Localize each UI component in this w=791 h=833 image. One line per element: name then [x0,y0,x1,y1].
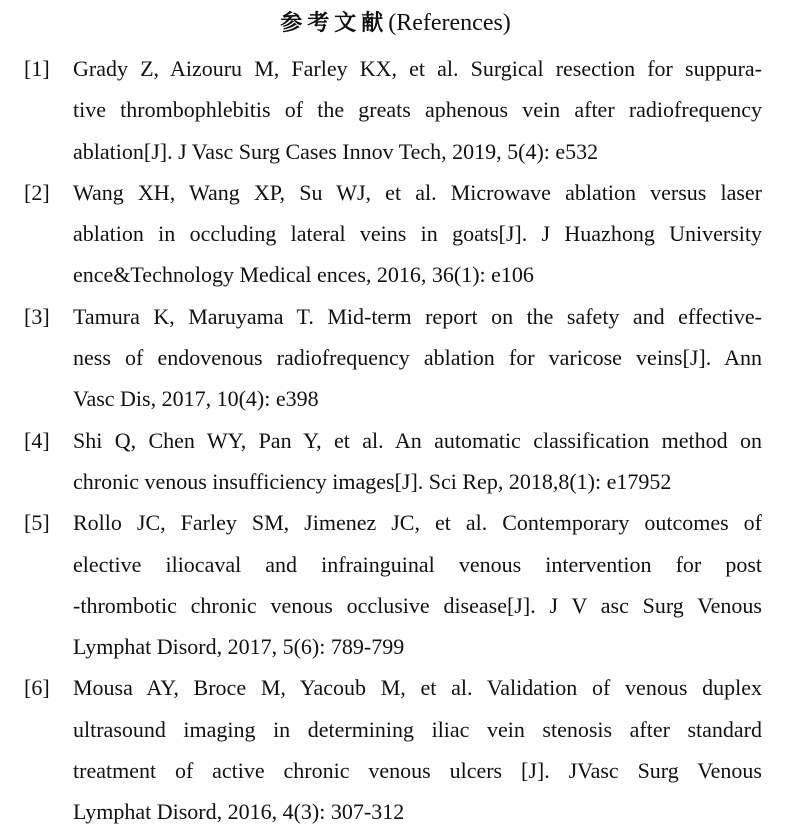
reference-number: [3] [24,303,50,329]
reference-line: Mousa AY, Broce M, Yacoub M, et al. Validation of venous duplex [73,675,762,701]
reference-item [24,502,762,667]
reference-line: elective iliocaval and infrainguinal venous intervention for post [73,551,762,577]
reference-line: ablation[J]. J Vasc Surg Cases Innov Tech, 2019, 5(4): e532 [73,138,599,164]
reference-number: [5] [24,510,50,536]
reference-line: Grady Z, Aizouru M, Farley KX, et al. Surgical resection for suppura- [73,56,762,81]
reference-item [24,667,762,832]
reference-line: -thrombotic chronic venous occlusive disease[J]. J V asc Surg Venous [73,592,762,618]
reference-line: ablation in occluding lateral veins in goats[J]. J Huazhong University [73,221,762,247]
reference-line: ence&Technology Medical ences, 2016, 36(1): e106 [73,262,534,288]
reference-item [24,296,762,420]
heading-english: (References) [388,10,511,36]
reference-line: Lymphat Disord, 2016, 4(3): 307-312 [73,799,405,825]
heading-chinese: 参考文献 [280,11,389,36]
reference-line: Wang XH, Wang XP, Su WJ, et al. Microwave ablation versus laser [73,179,762,205]
reference-list [24,48,762,833]
reference-item [24,420,762,503]
reference-line: Lymphat Disord, 2017, 5(6): 789-799 [73,634,405,660]
reference-line: Tamura K, Maruyama T. Mid-term report on the safety and effective- [73,303,762,329]
reference-line: chronic venous insufficiency images[J]. Sci Rep, 2018,8(1): e17952 [73,468,672,494]
reference-line: tive thrombophlebitis of the greats aphenous vein after radiofrequency [73,97,762,123]
reference-line: Rollo JC, Farley SM, Jimenez JC, et al. Contemporary outcomes of [73,510,762,536]
reference-number: [1] [24,56,50,81]
reference-line: Vasc Dis, 2017, 10(4): e398 [73,386,319,412]
references-heading [0,6,791,41]
reference-line: ness of endovenous radiofrequency ablation for varicose veins[J]. Ann [73,345,762,371]
reference-number: [2] [24,179,50,205]
reference-number: [4] [24,427,50,453]
reference-item [24,48,762,172]
reference-line: Shi Q, Chen WY, Pan Y, et al. An automatic classification method on [73,427,762,453]
reference-line: treatment of active chronic venous ulcers [J]. JVasc Surg Venous [73,758,762,784]
reference-number: [6] [24,675,50,701]
reference-item [24,172,762,296]
reference-line: ultrasound imaging in determining iliac vein stenosis after standard [73,716,762,742]
